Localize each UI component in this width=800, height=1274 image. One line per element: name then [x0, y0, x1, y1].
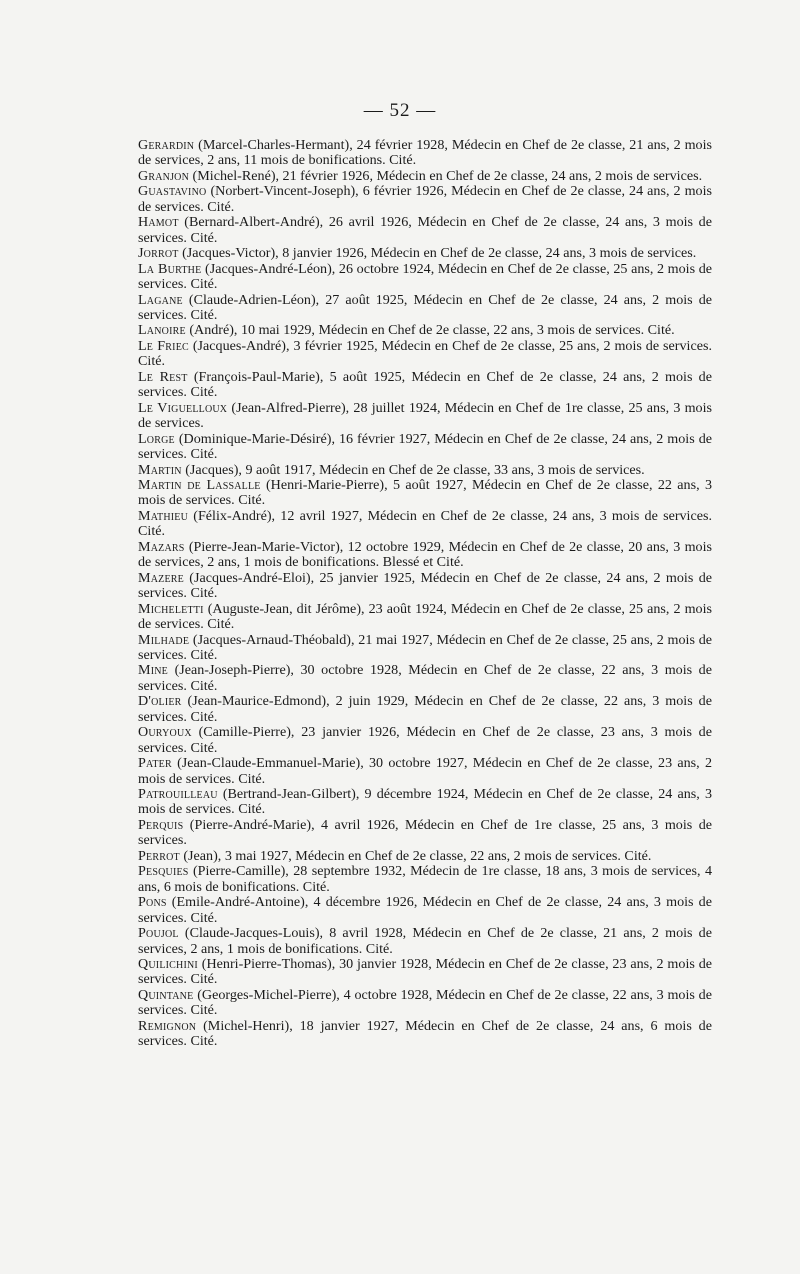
- entry-details: (Henri-Pierre-Thomas), 30 janvier 1928, Médecin en Chef de 2e classe, 23 ans, 2 mois de services. Cité.: [138, 956, 712, 988]
- entry-details: (Marcel-Charles-Hermant), 24 février 1928, Médecin en Chef de 2e classe, 21 ans, 2 mois de services, 2 ans, 11 mois de bonifications. Cité.: [138, 137, 712, 169]
- entry-surname: Patrouilleau: [138, 786, 218, 803]
- list-item: [138, 293, 712, 324]
- list-item: [138, 215, 712, 246]
- page-number: — 52 —: [363, 100, 437, 121]
- entry-details: (Félix-André), 12 avril 1927, Médecin en Chef de 2e classe, 24 ans, 3 mois de services. Cité.: [138, 507, 712, 540]
- entry-details: (Jean-Joseph-Pierre), 30 octobre 1928, Médecin en Chef de 2e classe, 22 ans, 3 mois de services. Cité.: [138, 662, 712, 694]
- entry-list: [138, 138, 712, 1050]
- entry-details: (Jacques-Arnaud-Théobald), 21 mai 1927, Médecin en Chef de 2e classe, 25 ans, 2 mois de services. Cité.: [138, 631, 712, 663]
- entry-surname: Mathieu: [138, 507, 189, 524]
- list-item: [138, 509, 712, 540]
- entry-details: (Jacques), 9 août 1917, Médecin en Chef de 2e classe, 33 ans, 3 mois de services.: [181, 461, 645, 478]
- list-item: [138, 849, 712, 864]
- entry-details: (Emile-André-Antoine), 4 décembre 1926, Médecin en Chef de 2e classe, 24 ans, 3 mois de services. Cité.: [138, 894, 712, 926]
- list-item: [138, 184, 712, 215]
- entry-surname: Quintane: [138, 986, 194, 1003]
- entry-details: (Jacques-Victor), 8 janvier 1926, Médecin en Chef de 2e classe, 24 ans, 3 mois de services.: [178, 245, 697, 262]
- entry-details: (Auguste-Jean, dit Jérôme), 23 août 1924, Médecin en Chef de 2e classe, 25 ans, 2 mois de services. Cité.: [138, 600, 712, 633]
- entry-surname: Hamot: [138, 214, 179, 231]
- list-item: [138, 756, 712, 787]
- entry-surname: Milhade: [138, 631, 190, 648]
- list-item: [138, 323, 712, 338]
- entry-details: (Jean-Alfred-Pierre), 28 juillet 1924, Médecin en Chef de 1re classe, 25 ans, 3 mois de services.: [138, 399, 712, 432]
- entry-surname: Pons: [138, 894, 167, 911]
- list-item: [138, 725, 712, 756]
- entry-surname: Remignon: [138, 1017, 197, 1034]
- list-item: [138, 246, 712, 261]
- list-item: [138, 1019, 712, 1050]
- entry-surname: Martin de Lassalle: [138, 476, 261, 493]
- entry-surname: Ouryoux: [138, 724, 192, 741]
- entry-details: (François-Paul-Marie), 5 août 1925, Médecin en Chef de 2e classe, 24 ans, 2 mois de services. Cité.: [138, 368, 712, 401]
- list-item: [138, 694, 712, 725]
- list-item: [138, 401, 712, 432]
- entry-surname: La Burthe: [138, 260, 202, 277]
- entry-details: (Norbert-Vincent-Joseph), 6 février 1926, Médecin en Chef de 2e classe, 24 ans, 2 mois de services. Cité.: [138, 183, 712, 215]
- list-item: [138, 864, 712, 895]
- entry-details: (Pierre-Jean-Marie-Victor), 12 octobre 1929, Médecin en Chef de 2e classe, 20 ans, 3 mois de services, 2 ans, 1 mois de bonifications. Blessé et Cité.: [138, 538, 712, 571]
- list-item: [138, 432, 712, 463]
- entry-surname: Guastavino: [138, 183, 207, 200]
- list-item: [138, 663, 712, 694]
- entry-details: (Jean), 3 mai 1927, Médecin en Chef de 2e classe, 22 ans, 2 mois de services. Cité.: [179, 847, 652, 864]
- entry-details: (Michel-René), 21 février 1926, Médecin en Chef de 2e classe, 24 ans, 2 mois de services.: [189, 167, 703, 184]
- entry-surname: D'olier: [138, 693, 182, 710]
- list-item: [138, 787, 712, 818]
- entry-details: (Bertrand-Jean-Gilbert), 9 décembre 1924, Médecin en Chef de 2e classe, 24 ans, 3 mois de services. Cité.: [138, 786, 712, 818]
- list-item: [138, 957, 712, 988]
- entry-surname: Mazere: [138, 569, 184, 586]
- entry-surname: Lorge: [138, 430, 175, 447]
- list-item: [138, 478, 712, 509]
- entry-details: (Henri-Marie-Pierre), 5 août 1927, Médecin en Chef de 2e classe, 22 ans, 3 mois de services. Cité.: [138, 476, 712, 509]
- entry-details: (Pierre-André-Marie), 4 avril 1926, Médecin en Chef de 1re classe, 25 ans, 3 mois de services.: [138, 816, 712, 849]
- entry-surname: Poujol: [138, 925, 179, 942]
- entry-details: (Jacques-André-Léon), 26 octobre 1924, Médecin en Chef de 2e classe, 25 ans, 2 mois de services. Cité.: [138, 260, 712, 293]
- entry-surname: Pater: [138, 755, 172, 772]
- entry-surname: Le Viguelloux: [138, 399, 228, 416]
- list-item: [138, 988, 712, 1019]
- list-item: [138, 138, 712, 169]
- entry-surname: Perrot: [138, 847, 180, 864]
- entry-surname: Martin: [138, 461, 182, 478]
- list-item: [138, 926, 712, 957]
- entry-surname: Mine: [138, 662, 168, 679]
- entry-details: (Jacques-André-Eloi), 25 janvier 1925, Médecin en Chef de 2e classe, 24 ans, 2 mois de services. Cité.: [138, 569, 712, 602]
- entry-surname: Perquis: [138, 816, 184, 833]
- list-item: [138, 540, 712, 571]
- entry-details: (Dominique-Marie-Désiré), 16 février 1927, Médecin en Chef de 2e classe, 24 ans, 2 mois de services. Cité.: [138, 430, 712, 463]
- list-item: [138, 602, 712, 633]
- entry-surname: Pesquies: [138, 863, 189, 880]
- entry-details: (Claude-Adrien-Léon), 27 août 1925, Médecin en Chef de 2e classe, 24 ans, 2 mois de services. Cité.: [138, 291, 712, 323]
- entry-details: (Jacques-André), 3 février 1925, Médecin en Chef de 2e classe, 25 ans, 2 mois de services. Cité.: [138, 337, 712, 370]
- entry-surname: Lagane: [138, 291, 183, 308]
- list-item: [138, 633, 712, 664]
- entry-surname: Quilichini: [138, 956, 198, 973]
- entry-surname: Micheletti: [138, 600, 204, 617]
- list-item: [138, 571, 712, 602]
- entry-details: (Jean-Maurice-Edmond), 2 juin 1929, Médecin en Chef de 2e classe, 22 ans, 3 mois de services. Cité.: [138, 693, 712, 725]
- entry-surname: Le Friec: [138, 337, 189, 354]
- entry-details: (Pierre-Camille), 28 septembre 1932, Médecin de 1re classe, 18 ans, 3 mois de services, 4 ans, 6 mois de bonifications. Cité.: [138, 863, 712, 895]
- entry-surname: Le Rest: [138, 368, 188, 385]
- list-item: [138, 818, 712, 849]
- list-item: [138, 262, 712, 293]
- list-item: [138, 169, 712, 184]
- entry-surname: Jorrot: [138, 245, 179, 262]
- entry-details: (Georges-Michel-Pierre), 4 octobre 1928, Médecin en Chef de 2e classe, 22 ans, 3 mois de services. Cité.: [138, 986, 712, 1019]
- entry-surname: Lanoire: [138, 322, 186, 339]
- list-item: [138, 895, 712, 926]
- list-item: [138, 463, 712, 478]
- list-item: [138, 339, 712, 370]
- entry-details: (Michel-Henri), 18 janvier 1927, Médecin en Chef de 2e classe, 24 ans, 6 mois de services. Cité.: [138, 1017, 712, 1050]
- entry-surname: Gerardin: [138, 137, 195, 153]
- entry-surname: Granjon: [138, 167, 190, 184]
- entry-details: (Claude-Jacques-Louis), 8 avril 1928, Médecin en Chef de 2e classe, 21 ans, 2 mois de services, 2 ans, 1 mois de bonifications. Cité.: [138, 925, 712, 957]
- entry-surname: Mazars: [138, 538, 185, 555]
- entry-details: (Camille-Pierre), 23 janvier 1926, Médecin en Chef de 2e classe, 23 ans, 3 mois de services. Cité.: [138, 724, 712, 756]
- entry-details: (André), 10 mai 1929, Médecin en Chef de 2e classe, 22 ans, 3 mois de services. Cité.: [185, 322, 675, 339]
- entry-details: (Bernard-Albert-André), 26 avril 1926, Médecin en Chef de 2e classe, 24 ans, 3 mois de services. Cité.: [138, 214, 712, 246]
- list-item: [138, 370, 712, 401]
- entry-details: (Jean-Claude-Emmanuel-Marie), 30 octobre 1927, Médecin en Chef de 2e classe, 23 ans, 2 mois de services. Cité.: [138, 755, 712, 787]
